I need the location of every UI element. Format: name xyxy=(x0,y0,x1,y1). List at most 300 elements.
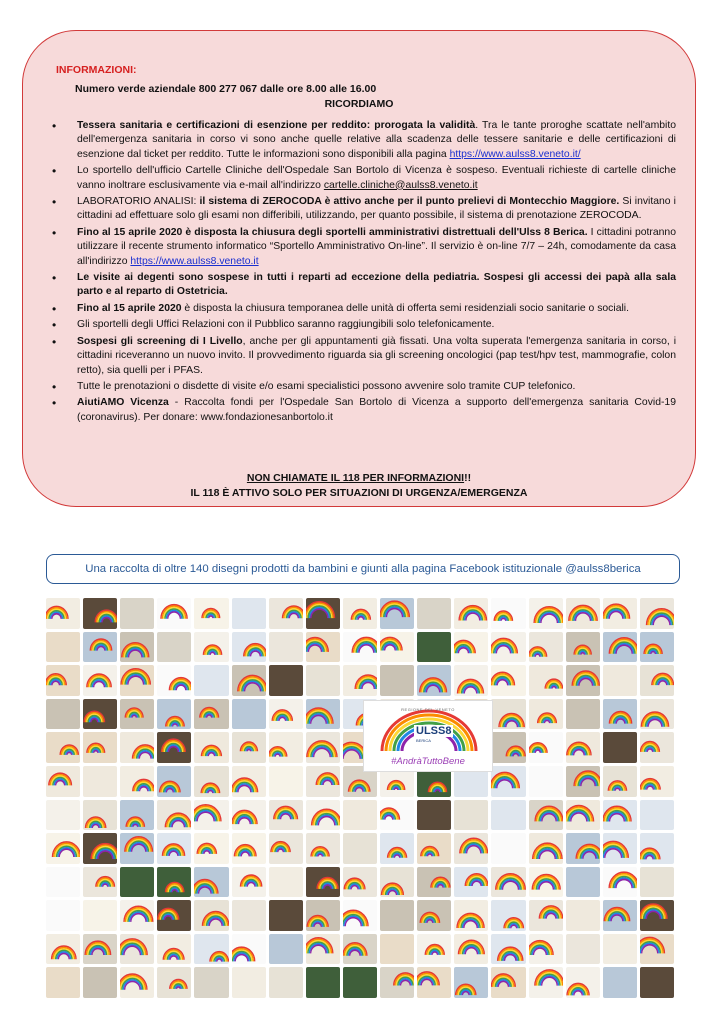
item-bold-text: Le visite ai degenti sono sospese in tutti i reparti ad eccezione della pediatria. Sospesi gli accessi dei papà alla sala parto e al reparto di Ostetricia. xyxy=(77,272,676,298)
rainbow-drawing-icon xyxy=(157,665,191,696)
drawing-tile xyxy=(417,833,451,864)
item-text: Si invitano i cittadini ad effettuare solo gli esami non differibili, utilizzando, per quanto possibile, il sistema di prenotazione ZEROCODA. xyxy=(77,196,676,222)
rainbow-drawing-icon xyxy=(46,732,80,763)
rainbow-drawing-icon xyxy=(83,867,117,898)
drawing-tile xyxy=(120,867,154,898)
drawing-tile xyxy=(603,699,637,730)
rainbow-drawing-icon xyxy=(640,598,674,629)
drawing-tile xyxy=(157,665,191,696)
rainbow-drawing-icon xyxy=(417,900,451,931)
rainbow-drawing-icon xyxy=(491,598,525,629)
drawing-tile xyxy=(157,867,191,898)
rainbow-drawing-icon xyxy=(46,833,80,864)
rainbow-drawing-icon xyxy=(529,867,563,898)
drawing-tile xyxy=(120,632,154,663)
rainbow-drawing-icon xyxy=(417,934,451,965)
rainbow-drawing-icon xyxy=(343,632,377,663)
rainbow-drawing-icon xyxy=(120,665,154,696)
rainbow-drawing-icon xyxy=(194,833,228,864)
rainbow-drawing-icon xyxy=(83,665,117,696)
drawing-tile xyxy=(640,665,674,696)
rainbow-drawing-icon xyxy=(232,833,266,864)
drawing-tile xyxy=(343,967,377,998)
drawing-tile xyxy=(194,900,228,931)
item-text: I cittadini potranno utilizzare il recente strumento informatico “Sportello Amministrativo On-line”. Il servizio è on-line 7/7 – 24h, comodamente da casa all'indirizzo xyxy=(77,226,676,267)
drawing-tile xyxy=(120,732,154,763)
rainbow-drawing-icon xyxy=(640,934,674,965)
list-item xyxy=(51,119,676,162)
item-bold-text: Sospesi gli screening di I Livello xyxy=(77,335,243,347)
drawing-tile xyxy=(232,967,266,998)
drawing-tile xyxy=(529,665,563,696)
drawing-tile xyxy=(640,934,674,965)
drawing-tile xyxy=(194,833,228,864)
rainbow-drawing-icon xyxy=(417,833,451,864)
drawing-tile xyxy=(306,632,340,663)
drawing-tile xyxy=(603,632,637,663)
ulss8-logo-card xyxy=(363,700,493,772)
drawing-tile xyxy=(454,900,488,931)
drawing-tile xyxy=(83,867,117,898)
rainbow-drawing-icon xyxy=(157,766,191,797)
drawing-tile xyxy=(491,833,525,864)
warning-118-emergency: IL 118 È ATTIVO SOLO PER SITUAZIONI DI URGENZA/EMERGENZA xyxy=(190,487,528,499)
rainbow-drawing-icon xyxy=(603,867,637,898)
drawing-tile xyxy=(454,867,488,898)
rainbow-drawing-icon xyxy=(269,800,303,831)
list-item xyxy=(51,226,676,269)
drawing-tile xyxy=(232,598,266,629)
rainbow-drawing-icon xyxy=(380,632,414,663)
drawing-tile xyxy=(194,699,228,730)
rainbow-drawing-icon xyxy=(306,598,340,629)
drawing-tile xyxy=(83,699,117,730)
drawing-tile xyxy=(46,632,80,663)
drawing-tile xyxy=(603,900,637,931)
rainbow-drawing-icon xyxy=(491,766,525,797)
drawing-tile xyxy=(491,632,525,663)
rainbow-drawing-icon xyxy=(529,632,563,663)
drawing-tile xyxy=(380,900,414,931)
drawing-tile xyxy=(269,732,303,763)
drawing-tile xyxy=(83,900,117,931)
drawing-tile xyxy=(491,867,525,898)
rainbow-drawing-icon xyxy=(566,632,600,663)
drawing-tile xyxy=(380,598,414,629)
rainbow-drawing-icon xyxy=(157,934,191,965)
drawing-tile xyxy=(603,967,637,998)
rainbow-drawing-icon xyxy=(120,800,154,831)
drawing-tile xyxy=(603,732,637,763)
drawing-tile xyxy=(306,766,340,797)
rainbow-drawing-icon xyxy=(640,833,674,864)
rainbow-drawing-icon xyxy=(491,732,525,763)
drawing-tile xyxy=(454,934,488,965)
collage-caption: Una raccolta di oltre 140 disegni prodotti da bambini e giunti alla pagina Facebook istituzionale @aulss8berica xyxy=(46,554,680,584)
rainbow-drawing-icon xyxy=(343,867,377,898)
rainbow-drawing-icon xyxy=(306,766,340,797)
drawing-tile xyxy=(306,732,340,763)
rainbow-drawing-icon xyxy=(529,665,563,696)
rainbow-drawing-icon xyxy=(194,632,228,663)
rainbow-drawing-icon xyxy=(491,699,525,730)
drawing-tile xyxy=(566,598,600,629)
item-prefix: LABORATORIO ANALISI: xyxy=(77,196,200,208)
drawing-tile xyxy=(640,800,674,831)
drawing-tile xyxy=(380,800,414,831)
drawing-tile xyxy=(306,967,340,998)
drawing-tile xyxy=(83,967,117,998)
drawing-tile xyxy=(454,800,488,831)
drawing-tile xyxy=(566,732,600,763)
rainbow-drawing-icon xyxy=(194,900,228,931)
drawing-tile xyxy=(417,900,451,931)
drawing-tile xyxy=(46,732,80,763)
drawing-tile xyxy=(529,967,563,998)
drawing-tile xyxy=(529,598,563,629)
item-text: . Tra le tante proroghe scattate nell'ambito dell'emergenza sanitaria in corso vi sono anche quelle relative alla scadenza delle tessere sanitarie e delle certificazioni di esenzione dal ticket per reddito. Tutte le informazioni sono disponibili alla pagina xyxy=(77,120,676,160)
rainbow-drawing-icon xyxy=(306,632,340,663)
rainbow-drawing-icon xyxy=(454,867,488,898)
drawing-tile xyxy=(194,766,228,797)
rainbow-drawing-icon xyxy=(232,665,266,696)
rainbow-drawing-icon xyxy=(46,766,80,797)
rainbow-drawing-icon xyxy=(194,766,228,797)
item-bold-text: Fino al 15 aprile 2020 xyxy=(77,302,182,314)
rainbow-drawing-icon xyxy=(232,732,266,763)
rainbow-drawing-icon xyxy=(454,632,488,663)
rainbow-drawing-icon xyxy=(529,699,563,730)
rainbow-drawing-icon xyxy=(83,934,117,965)
rainbow-drawing-icon xyxy=(232,800,266,831)
drawing-tile xyxy=(417,598,451,629)
rainbow-drawing-icon xyxy=(603,800,637,831)
rainbow-drawing-icon xyxy=(454,833,488,864)
drawing-tile xyxy=(232,632,266,663)
drawing-tile xyxy=(194,800,228,831)
remember-heading: RICORDIAMO xyxy=(324,98,394,110)
drawing-tile xyxy=(269,800,303,831)
drawing-tile xyxy=(603,934,637,965)
info-heading: INFORMAZIONI: xyxy=(56,64,137,76)
drawing-tile xyxy=(454,833,488,864)
drawing-tile xyxy=(343,934,377,965)
rainbow-drawing-icon xyxy=(232,632,266,663)
rainbow-drawing-icon xyxy=(120,699,154,730)
rainbow-drawing-icon xyxy=(232,867,266,898)
drawing-tile xyxy=(566,632,600,663)
drawing-tile xyxy=(306,665,340,696)
item-text: Tutte le prenotazioni o disdette di visite e/o esami specialistici possono avvenire solo tramite CUP telefonico. xyxy=(77,380,576,392)
drawing-tile xyxy=(269,598,303,629)
drawing-tile xyxy=(120,800,154,831)
rainbow-drawing-icon xyxy=(491,967,525,998)
rainbow-drawing-icon xyxy=(380,867,414,898)
drawing-tile xyxy=(380,833,414,864)
rainbow-drawing-icon xyxy=(83,800,117,831)
drawing-tile xyxy=(380,632,414,663)
drawing-tile xyxy=(640,598,674,629)
item-text: , anche per gli appuntamenti già fissati. Una volta superata l'emergenza sanitaria in corso, i cittadini riceveranno un nuovo invito. Il provvedimento riguarda sia gli screening oncologici (pap test/hpv test, mammografie, colon retto), sia quelli per i PFAS. xyxy=(77,335,676,376)
list-item xyxy=(51,164,676,193)
drawing-tile xyxy=(157,967,191,998)
rainbow-drawing-icon xyxy=(46,934,80,965)
drawing-tile xyxy=(380,867,414,898)
warning-text: NON CHIAMATE IL 118 PER INFORMAZIONI xyxy=(246,472,465,484)
drawing-tile xyxy=(83,665,117,696)
rainbow-drawing-icon xyxy=(640,732,674,763)
drawing-tile xyxy=(417,800,451,831)
rainbow-drawing-icon xyxy=(566,598,600,629)
rainbow-drawing-icon xyxy=(640,665,674,696)
rainbow-drawing-icon xyxy=(343,598,377,629)
drawing-tile xyxy=(640,900,674,931)
drawing-tile xyxy=(83,934,117,965)
rainbow-drawing-icon xyxy=(491,900,525,931)
drawing-tile xyxy=(194,867,228,898)
logo-name: ULSS8 xyxy=(416,725,452,737)
rainbow-drawing-icon xyxy=(194,699,228,730)
drawing-tile xyxy=(491,900,525,931)
drawing-tile xyxy=(83,598,117,629)
rainbow-drawing-icon xyxy=(157,833,191,864)
rainbow-drawing-icon xyxy=(120,833,154,864)
drawing-tile xyxy=(269,900,303,931)
drawing-tile xyxy=(120,967,154,998)
drawing-tile xyxy=(157,632,191,663)
drawing-tile xyxy=(566,900,600,931)
rainbow-drawing-icon xyxy=(194,732,228,763)
rainbow-drawing-icon xyxy=(603,766,637,797)
drawing-tile xyxy=(157,800,191,831)
rainbow-drawing-icon xyxy=(454,934,488,965)
drawing-tile xyxy=(306,867,340,898)
drawing-tile xyxy=(157,934,191,965)
rainbow-drawing-icon xyxy=(603,900,637,931)
drawing-tile xyxy=(491,934,525,965)
drawing-tile xyxy=(157,766,191,797)
drawing-tile xyxy=(157,900,191,931)
drawing-tile xyxy=(232,800,266,831)
drawing-tile xyxy=(603,766,637,797)
rainbow-drawing-icon xyxy=(380,967,414,998)
drawing-tile xyxy=(640,699,674,730)
drawing-tile xyxy=(120,833,154,864)
rainbow-drawing-icon xyxy=(120,934,154,965)
drawing-tile xyxy=(491,665,525,696)
item-text: Gli sportelli degli Uffici Relazioni con il Pubblico saranno raggiungibili solo telefonicamente. xyxy=(77,319,495,331)
rainbow-drawing-icon xyxy=(417,867,451,898)
drawing-tile xyxy=(529,934,563,965)
rainbow-drawing-icon xyxy=(83,632,117,663)
email-link[interactable]: cartelle.cliniche@aulss8.veneto.it xyxy=(323,179,478,191)
item-text: Lo sportello dell'ufficio Cartelle Cliniche dell'Ospedale San Bortolo di Vicenza è sospeso. Eventuali richieste di cartelle cliniche vanno inoltrare esclusivamente via e-mail all'indirizzo xyxy=(77,165,676,191)
drawing-tile xyxy=(491,967,525,998)
drawing-tile xyxy=(529,800,563,831)
rainbow-drawing-icon xyxy=(640,632,674,663)
drawing-tile xyxy=(640,833,674,864)
drawing-tile xyxy=(417,967,451,998)
rainbow-drawing-icon xyxy=(194,934,228,965)
list-item xyxy=(51,396,676,425)
drawing-tile xyxy=(343,900,377,931)
rainbow-drawing-icon xyxy=(269,699,303,730)
rainbow-drawing-icon xyxy=(120,632,154,663)
drawing-tile xyxy=(83,632,117,663)
item-bold-text: Fino al 15 aprile 2020 è disposta la chiusura degli sportelli amministrativi distrettuali dell'Ulss 8 Berica. xyxy=(77,226,588,238)
item-text: è disposta la chiusura temporanea delle unità di offerta semi residenziali socio sanitarie o sociali. xyxy=(181,302,629,314)
drawing-tile xyxy=(343,800,377,831)
rainbow-drawing-icon xyxy=(640,900,674,931)
drawing-tile xyxy=(306,833,340,864)
rainbow-drawing-icon xyxy=(306,900,340,931)
rainbow-drawing-icon xyxy=(603,699,637,730)
drawing-tile xyxy=(194,632,228,663)
rainbow-drawing-icon xyxy=(603,598,637,629)
drawing-tile xyxy=(120,900,154,931)
drawing-tile xyxy=(232,699,266,730)
drawing-tile xyxy=(454,967,488,998)
rainbow-drawing-icon xyxy=(120,967,154,998)
drawing-tile xyxy=(417,867,451,898)
rainbow-drawing-icon xyxy=(269,598,303,629)
rainbow-drawing-icon xyxy=(380,598,414,629)
rainbow-drawing-icon xyxy=(380,833,414,864)
rainbow-drawing-icon xyxy=(120,900,154,931)
rainbow-drawing-icon xyxy=(491,665,525,696)
drawing-tile xyxy=(529,732,563,763)
rainbow-drawing-icon xyxy=(529,732,563,763)
drawing-tile xyxy=(232,900,266,931)
list-item xyxy=(51,195,676,224)
toll-free-number: Numero verde aziendale 800 277 067 dalle ore 8.00 alle 16.00 xyxy=(75,83,377,95)
rainbow-drawing-icon xyxy=(232,934,266,965)
drawing-tile xyxy=(491,598,525,629)
drawing-tile xyxy=(157,598,191,629)
rainbow-drawing-icon xyxy=(343,900,377,931)
drawing-tile xyxy=(46,934,80,965)
drawing-tile xyxy=(269,699,303,730)
drawing-tile xyxy=(194,732,228,763)
drawing-tile xyxy=(46,598,80,629)
drawing-tile xyxy=(640,632,674,663)
drawing-tile xyxy=(157,699,191,730)
drawing-tile xyxy=(640,867,674,898)
list-item xyxy=(51,318,676,332)
rainbow-drawing-icon xyxy=(603,833,637,864)
rainbow-drawing-icon xyxy=(194,800,228,831)
rainbow-drawing-icon xyxy=(454,598,488,629)
drawings-collage xyxy=(46,598,674,998)
rainbow-drawing-icon xyxy=(529,967,563,998)
rainbow-drawing-icon xyxy=(306,699,340,730)
rainbow-drawing-icon xyxy=(269,732,303,763)
rainbow-drawing-icon xyxy=(83,732,117,763)
rainbow-drawing-icon xyxy=(454,900,488,931)
drawing-tile xyxy=(46,867,80,898)
drawing-tile xyxy=(120,665,154,696)
drawing-tile xyxy=(491,732,525,763)
rainbow-drawing-icon xyxy=(306,800,340,831)
rainbow-drawing-icon xyxy=(306,833,340,864)
drawing-tile xyxy=(343,665,377,696)
drawing-tile xyxy=(343,833,377,864)
drawing-tile xyxy=(232,867,266,898)
rainbow-drawing-icon xyxy=(120,766,154,797)
drawing-tile xyxy=(120,699,154,730)
drawing-tile xyxy=(603,833,637,864)
logo-subtitle: BERICA xyxy=(416,738,431,743)
drawing-tile xyxy=(640,967,674,998)
rainbow-drawing-icon xyxy=(46,598,80,629)
rainbow-drawing-icon xyxy=(566,800,600,831)
drawing-tile xyxy=(306,800,340,831)
rainbow-drawing-icon xyxy=(83,598,117,629)
list-item xyxy=(51,271,676,300)
drawing-tile xyxy=(120,598,154,629)
rainbow-drawing-icon xyxy=(157,867,191,898)
drawing-tile xyxy=(46,900,80,931)
drawing-tile xyxy=(529,900,563,931)
drawing-tile xyxy=(306,934,340,965)
drawing-tile xyxy=(640,732,674,763)
drawing-tile xyxy=(566,833,600,864)
rainbow-drawing-icon xyxy=(194,598,228,629)
drawing-tile xyxy=(194,665,228,696)
rainbow-drawing-icon xyxy=(491,934,525,965)
drawing-tile xyxy=(232,766,266,797)
drawing-tile xyxy=(566,967,600,998)
rainbow-drawing-icon xyxy=(83,833,117,864)
warning-exclamation: !! xyxy=(464,472,472,484)
rainbow-drawing-icon xyxy=(194,867,228,898)
drawing-tile xyxy=(157,732,191,763)
aulss8-link[interactable]: https://www.aulss8.veneto.it/ xyxy=(449,148,581,160)
drawing-tile xyxy=(343,598,377,629)
drawing-tile xyxy=(83,833,117,864)
drawing-tile xyxy=(380,665,414,696)
drawing-tile xyxy=(46,833,80,864)
drawing-tile xyxy=(194,967,228,998)
info-bullet-list xyxy=(51,119,676,427)
rainbow-drawing-icon xyxy=(566,766,600,797)
rainbow-drawing-icon xyxy=(566,665,600,696)
drawing-tile xyxy=(454,632,488,663)
rainbow-drawing-icon xyxy=(529,800,563,831)
list-item xyxy=(51,380,676,394)
rainbow-drawing-icon xyxy=(529,934,563,965)
drawing-tile xyxy=(529,632,563,663)
drawing-tile xyxy=(491,800,525,831)
rainbow-drawing-icon xyxy=(343,934,377,965)
drawing-tile xyxy=(529,699,563,730)
drawing-tile xyxy=(491,699,525,730)
drawing-tile xyxy=(529,867,563,898)
drawing-tile xyxy=(269,934,303,965)
rainbow-drawing-icon xyxy=(157,900,191,931)
list-item xyxy=(51,302,676,316)
rainbow-drawing-icon xyxy=(343,665,377,696)
drawing-tile xyxy=(232,934,266,965)
drawing-tile xyxy=(417,934,451,965)
rainbow-drawing-icon xyxy=(157,800,191,831)
drawing-tile xyxy=(566,800,600,831)
drawing-tile xyxy=(566,934,600,965)
information-box xyxy=(22,30,696,507)
drawing-tile xyxy=(83,800,117,831)
aulss8-link[interactable]: https://www.aulss8.veneto.it xyxy=(130,255,259,267)
drawing-tile xyxy=(417,632,451,663)
